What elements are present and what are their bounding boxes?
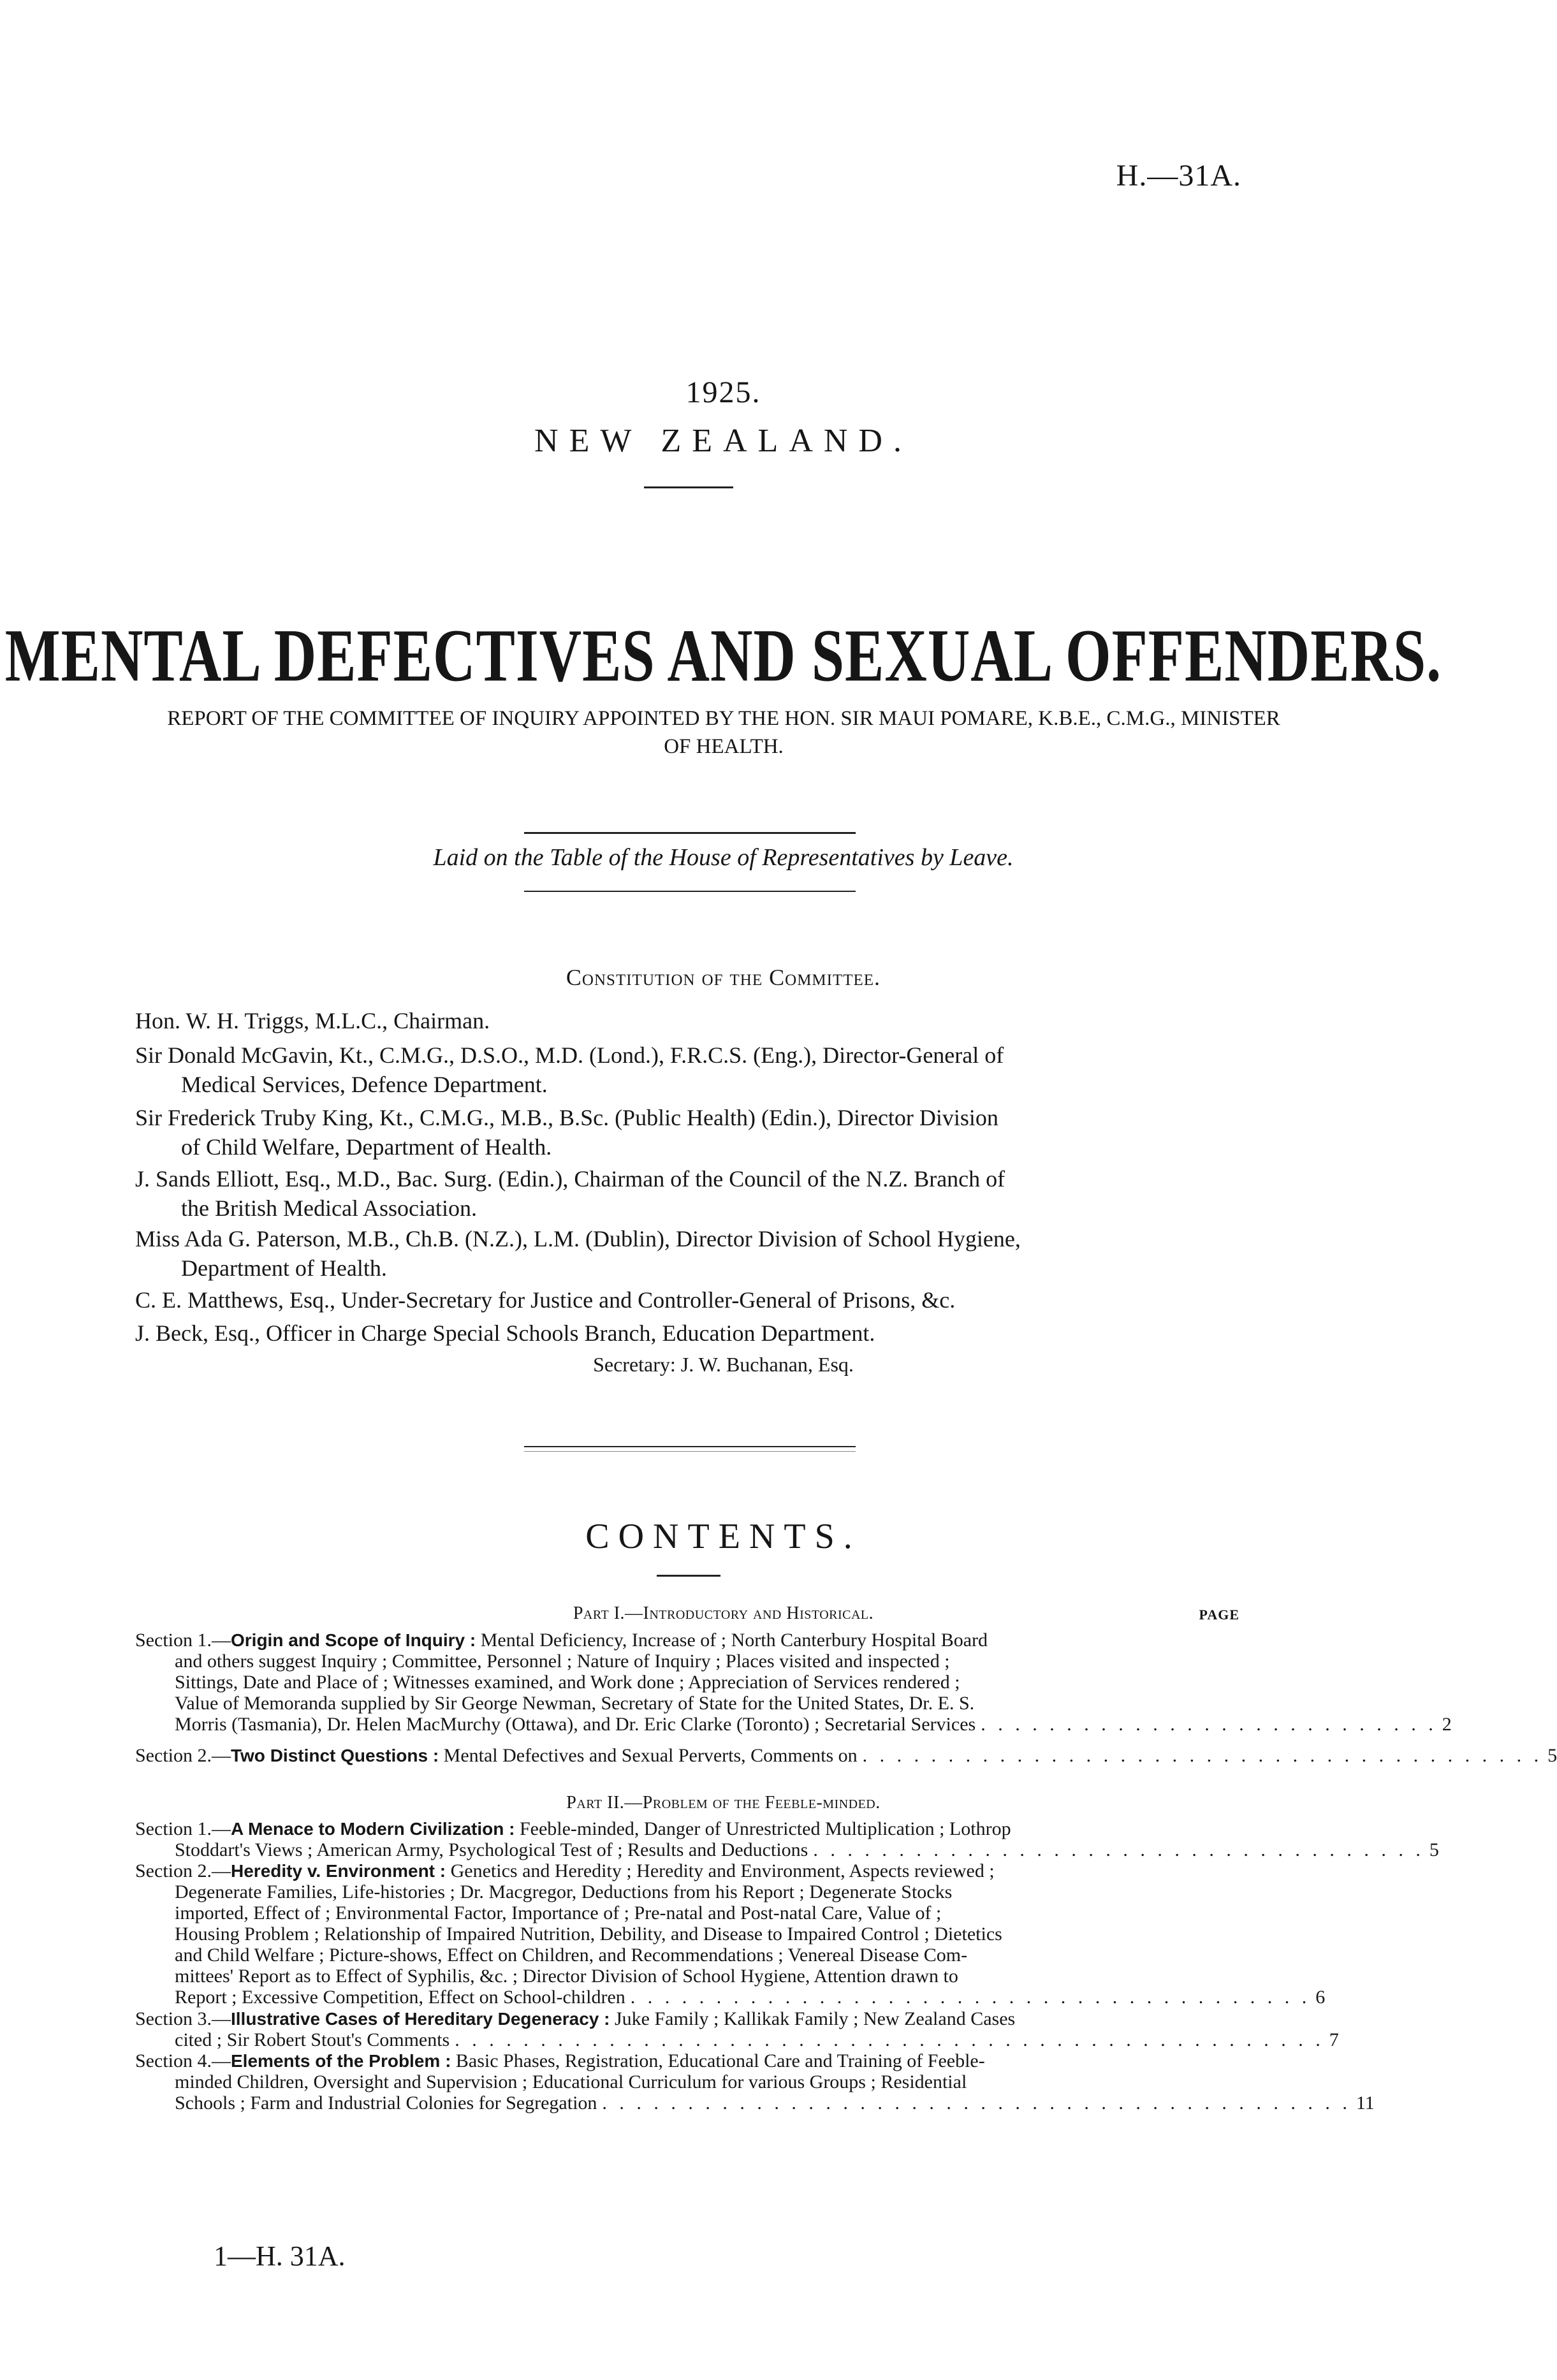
entry-text: Sittings, Date and Place of ; Witnesses examined, and Work done ; Appreciation of Services rendered ; [175,1672,960,1693]
divider [524,891,856,892]
entry-text: Juke Family ; Kallikak Family ; New Zealand Cases [610,2008,1016,2029]
member-line: C. E. Matthews, Esq., Under-Secretary for Justice and Controller-General of Prisons, &c. [135,1287,956,1313]
leader-dots: . . . . . . . . . . . . . . . . . . . . . . . . . . . . . . . . . . . . . . . . [862,1745,1543,1766]
footer-reference: 1—H. 31A. [214,2240,346,2272]
contents-entry [135,1818,1439,1860]
page-number: 7 [1329,2029,1339,2050]
section-title: Heredity v. Environment : [231,1861,446,1881]
member-line: Sir Donald McGavin, Kt., C.M.G., D.S.O., M.D. (Lond.), F.R.C.S. (Eng.), Director-General of [135,1042,1004,1068]
entry-text: Basic Phases, Registration, Educational Care and Training of Feeble- [451,2050,985,2071]
entry-text: Housing Problem ; Relationship of Impaired Nutrition, Debility, and Disease to Impaired Control ; Dietetics [175,1924,1002,1945]
document-reference: H.—31A. [1116,159,1241,193]
committee-member [135,1006,1238,1035]
contents-entry [135,1860,1326,2008]
entry-text: Value of Memoranda supplied by Sir George Newman, Secretary of State for the United States, Dr. E. S. [175,1693,975,1714]
entry-text: Degenerate Families, Life-histories ; Dr. Macgregor, Deductions from his Report ; Degenerate Stocks [175,1881,953,1902]
member-line: Department of Health. [181,1255,387,1281]
secretary-line: Secretary: J. W. Buchanan, Esq. [593,1353,854,1376]
section-title: Illustrative Cases of Hereditary Degeneracy : [231,2009,610,2029]
contents-title: CONTENTS. [585,1517,861,1556]
leader-dots: . . . . . . . . . . . . . . . . . . . . . . . . . . . . . . . . . . . . . . . . . . . . [602,2092,1351,2114]
entry-text: Genetics and Heredity ; Heredity and Environment, Aspects reviewed ; [446,1860,995,1881]
member-line: the British Medical Association. [181,1195,477,1221]
member-line: of Child Welfare, Department of Health. [181,1134,552,1160]
entry-text: Mental Defectives and Sexual Perverts, Comments on [439,1745,858,1766]
section-title: Origin and Scope of Inquiry : [231,1630,476,1650]
member-line: Hon. W. H. Triggs, M.L.C., Chairman. [135,1008,490,1033]
committee-member [135,1285,1238,1315]
section-title: Elements of the Problem : [231,2051,451,2071]
member-line: Sir Frederick Truby King, Kt., C.M.G., M.B., B.Sc. (Public Health) (Edin.), Director Division [135,1105,998,1130]
member-line: J. Sands Elliott, Esq., M.D., Bac. Surg. (Edin.), Chairman of the Council of the N.Z. Branch of [135,1166,1005,1192]
entry-text: and others suggest Inquiry ; Committee, Personnel ; Nature of Inquiry ; Places visited and inspected ; [175,1651,950,1672]
contents-entry [135,1630,1452,1735]
member-line: Medical Services, Defence Department. [181,1072,548,1097]
report-title: MENTAL DEFECTIVES AND SEXUAL OFFENDERS. [4,613,1442,697]
committee-member [135,1224,1238,1283]
section-label: Section 2.— [135,1745,231,1766]
entry-text: Morris (Tasmania), Dr. Helen MacMurchy (Ottawa), and Dr. Eric Clarke (Toronto) ; Secretarial Services [175,1714,976,1735]
leader-dots: . . . . . . . . . . . . . . . . . . . . . . . . . . . . . . . . . . . . . . . . [630,1987,1311,2008]
committee-member [135,1164,1238,1223]
divider [644,486,733,488]
entry-text: and Child Welfare ; Picture-shows, Effect on Children, and Recommendations ; Venereal Disease Com- [175,1945,968,1966]
entry-text: Schools ; Farm and Industrial Colonies for Segregation [175,2092,597,2114]
committee-member [135,1318,1238,1348]
committee-member [135,1040,1238,1099]
divider [657,1575,720,1577]
entry-text: minded Children, Oversight and Supervision ; Educational Curriculum for various Groups ; Residential [175,2071,967,2092]
section-label: Section 1.— [135,1630,231,1651]
entry-text: cited ; Sir Robert Stout's Comments [175,2029,450,2050]
section-label: Section 1.— [135,1818,231,1839]
page-column-label: PAGE [1199,1607,1239,1623]
section-title: Two Distinct Questions : [231,1746,439,1765]
contents-entry [135,2050,1375,2114]
page-number: 6 [1315,1987,1326,2008]
constitution-heading: Constitution of the Committee. [566,965,881,990]
divider [524,1451,856,1452]
section-label: Section 3.— [135,2008,231,2029]
section-title: A Menace to Modern Civilization : [231,1819,515,1839]
divider [524,832,856,834]
laid-on-table-note: Laid on the Table of the House of Representatives by Leave. [433,844,1014,871]
member-line: Miss Ada G. Paterson, M.B., Ch.B. (N.Z.), L.M. (Dublin), Director Division of School Hygiene, [135,1226,1021,1252]
contents-entry [135,2008,1339,2050]
member-line: J. Beck, Esq., Officer in Charge Special Schools Branch, Education Department. [135,1320,875,1346]
part-heading: Part II.—Problem of the Feeble-minded. [566,1793,881,1813]
entry-text: Stoddart's Views ; American Army, Psychological Test of ; Results and Deductions [175,1839,808,1860]
entry-text: mittees' Report as to Effect of Syphilis, &c. ; Director Division of School Hygiene, Attention drawn to [175,1966,958,1987]
leader-dots: . . . . . . . . . . . . . . . . . . . . . . . . . . . . . . . . . . . . . . . . . . . . . . . . . . . [455,2029,1324,2050]
year: 1925. [685,376,761,409]
divider [524,1446,856,1447]
entry-text: Feeble-minded, Danger of Unrestricted Multiplication ; Lothrop [515,1818,1011,1839]
page-number: 11 [1356,2092,1375,2114]
entry-text: imported, Effect of ; Environmental Factor, Importance of ; Pre-natal and Post-natal Care, Value of ; [175,1902,942,1924]
entry-text: Report ; Excessive Competition, Effect on School-children [175,1987,625,2008]
page-number: 5 [1429,1839,1439,1860]
leader-dots: . . . . . . . . . . . . . . . . . . . . . . . . . . . . . . . . . . . . [813,1839,1424,1860]
committee-member [135,1103,1238,1162]
section-label: Section 2.— [135,1860,231,1881]
contents-entry [135,1745,1557,1766]
page-number: 5 [1547,1745,1557,1766]
entry-text: Mental Deficiency, Increase of ; North Canterbury Hospital Board [476,1630,988,1651]
leader-dots: . . . . . . . . . . . . . . . . . . . . . . . . . . . [981,1714,1437,1735]
report-subtitle: REPORT OF THE COMMITTEE OF INQUIRY APPOINTED BY THE HON. SIR MAUI POMARE, K.B.E., C.M.G., MINISTER OF HEALTH. [167,707,1280,758]
page-number: 2 [1442,1714,1452,1735]
section-label: Section 4.— [135,2050,231,2071]
part-heading: Part I.—Introductory and Historical. [573,1603,874,1623]
country: NEW ZEALAND. [534,423,912,459]
